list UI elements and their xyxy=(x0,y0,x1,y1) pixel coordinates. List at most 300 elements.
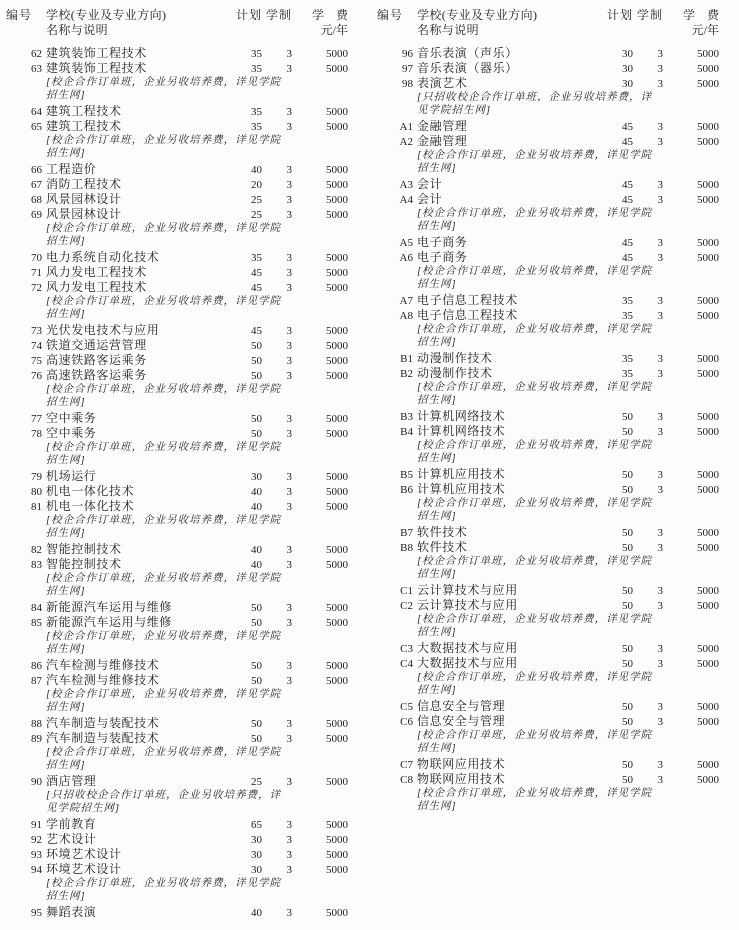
row-number: 78 xyxy=(31,428,42,440)
program-name: 铁道交通运营管理 xyxy=(46,338,147,352)
duration-value: 3 xyxy=(286,428,292,440)
fee-value: 5000 xyxy=(697,368,719,380)
program-note: [校企合作订单班，企业另收培养费，详见学院招生网] xyxy=(417,266,653,290)
program-name: 空中乘务 xyxy=(46,426,97,440)
plan-value: 45 xyxy=(251,325,262,337)
fee-value: 5000 xyxy=(326,179,348,191)
program-name: 学前教育 xyxy=(46,817,97,831)
row-number: 86 xyxy=(31,660,42,672)
row-number: 72 xyxy=(31,282,42,294)
program-name: 软件技术 xyxy=(417,525,468,539)
plan-value: 45 xyxy=(622,237,633,249)
program-note: [校企合作订单班，企业另收培养费，详见学院招生网] xyxy=(46,442,282,466)
plan-value: 50 xyxy=(251,355,262,367)
program-name: 空中乘务 xyxy=(46,411,97,425)
fee-value: 5000 xyxy=(326,106,348,118)
program-note: [只招收校企合作订单班，企业另收培养费，详见学院招生网] xyxy=(417,92,653,116)
row-number: 70 xyxy=(31,252,42,264)
plan-value: 50 xyxy=(251,428,262,440)
row-number: C4 xyxy=(400,658,413,670)
duration-value: 3 xyxy=(286,282,292,294)
fee-value: 5000 xyxy=(697,600,719,612)
program-note: [校企合作订单班，企业另收培养费，详见学院招生网] xyxy=(417,730,653,754)
right-column xyxy=(377,8,719,815)
row-number: A1 xyxy=(399,121,413,133)
program-name: 动漫制作技术 xyxy=(417,366,493,380)
header-fee xyxy=(292,8,348,38)
program-name: 动漫制作技术 xyxy=(417,351,493,365)
row-number: 94 xyxy=(31,864,42,876)
plan-value: 30 xyxy=(251,864,262,876)
plan-value: 40 xyxy=(251,907,262,919)
table-row xyxy=(6,905,348,920)
row-number: 79 xyxy=(31,471,42,483)
program-name: 机电一体化技术 xyxy=(46,484,135,498)
table-row xyxy=(6,716,348,731)
program-name: 风景园林设计 xyxy=(46,207,122,221)
duration-value: 3 xyxy=(657,179,663,191)
program-name: 音乐表演（声乐） xyxy=(417,46,518,60)
program-name: 汽车制造与装配技术 xyxy=(46,731,160,745)
row-number: A8 xyxy=(399,310,413,322)
program-name: 电力系统自动化技术 xyxy=(46,250,160,264)
row-number: A3 xyxy=(399,179,413,191)
row-number: 63 xyxy=(31,63,42,75)
table-row xyxy=(6,600,348,615)
header-fee-line2: 元/年 xyxy=(691,23,719,37)
header-name-line2: 名称与说明 xyxy=(46,23,109,37)
duration-value: 3 xyxy=(657,411,663,423)
program-name: 风力发电工程技术 xyxy=(46,265,147,279)
duration-value: 3 xyxy=(286,907,292,919)
row-number: 66 xyxy=(31,164,42,176)
row-number: C6 xyxy=(400,716,413,728)
table-header xyxy=(6,8,348,38)
duration-value: 3 xyxy=(286,267,292,279)
fee-value: 5000 xyxy=(326,733,348,745)
duration-value: 3 xyxy=(657,63,663,75)
row-number: 93 xyxy=(31,849,42,861)
header-plan: 计划 xyxy=(235,8,262,22)
program-name: 环境艺术设计 xyxy=(46,847,122,861)
fee-value: 5000 xyxy=(326,602,348,614)
row-number: 89 xyxy=(31,733,42,745)
duration-value: 3 xyxy=(286,355,292,367)
plan-value: 40 xyxy=(251,559,262,571)
row-number: 73 xyxy=(31,325,42,337)
fee-value: 5000 xyxy=(326,63,348,75)
duration-value: 3 xyxy=(286,718,292,730)
duration-value: 3 xyxy=(286,164,292,176)
plan-value: 50 xyxy=(622,600,633,612)
duration-value: 3 xyxy=(286,834,292,846)
header-duration: 学制 xyxy=(636,8,663,22)
plan-value: 35 xyxy=(251,121,262,133)
row-number: 82 xyxy=(31,544,42,556)
header-fee-line1: 学 费 xyxy=(682,8,719,22)
duration-value: 3 xyxy=(657,237,663,249)
fee-value: 5000 xyxy=(697,643,719,655)
table-row xyxy=(377,61,719,76)
fee-value: 5000 xyxy=(697,658,719,670)
duration-value: 3 xyxy=(286,819,292,831)
program-note: [校企合作订单班，企业另收培养费，详见学院招生网] xyxy=(417,208,653,232)
duration-value: 3 xyxy=(286,121,292,133)
row-number: 90 xyxy=(31,776,42,788)
table-row xyxy=(6,615,348,630)
program-name: 软件技术 xyxy=(417,540,468,554)
duration-value: 3 xyxy=(286,325,292,337)
table-row xyxy=(377,366,719,381)
program-name: 舞蹈表演 xyxy=(46,905,97,919)
program-note: [校企合作订单班，企业另收培养费，详见学院招生网] xyxy=(46,296,282,320)
duration-value: 3 xyxy=(657,469,663,481)
duration-value: 3 xyxy=(657,542,663,554)
table-row xyxy=(377,351,719,366)
table-row xyxy=(377,598,719,613)
plan-value: 50 xyxy=(251,660,262,672)
table-row xyxy=(377,467,719,482)
program-name: 建筑装饰工程技术 xyxy=(46,61,147,75)
table-row xyxy=(6,119,348,134)
fee-value: 5000 xyxy=(697,136,719,148)
fee-value: 5000 xyxy=(326,209,348,221)
program-name: 会计 xyxy=(417,192,443,206)
fee-value: 5000 xyxy=(697,179,719,191)
row-number: A2 xyxy=(399,136,413,148)
row-number: C7 xyxy=(400,759,413,771)
fee-value: 5000 xyxy=(326,718,348,730)
duration-value: 3 xyxy=(657,252,663,264)
duration-value: 3 xyxy=(657,585,663,597)
table-row xyxy=(6,499,348,514)
row-number: 80 xyxy=(31,486,42,498)
plan-value: 25 xyxy=(251,194,262,206)
duration-value: 3 xyxy=(286,106,292,118)
table-row xyxy=(6,817,348,832)
table-row xyxy=(6,673,348,688)
fee-value: 5000 xyxy=(326,617,348,629)
fee-value: 5000 xyxy=(697,194,719,206)
fee-value: 5000 xyxy=(697,353,719,365)
table-row xyxy=(6,250,348,265)
program-name: 汽车检测与维修技术 xyxy=(46,658,160,672)
row-number: 75 xyxy=(31,355,42,367)
fee-value: 5000 xyxy=(326,864,348,876)
fee-value: 5000 xyxy=(697,542,719,554)
plan-value: 25 xyxy=(251,209,262,221)
table-row xyxy=(6,104,348,119)
fee-value: 5000 xyxy=(326,819,348,831)
row-number: A5 xyxy=(399,237,413,249)
fee-value: 5000 xyxy=(326,834,348,846)
plan-value: 35 xyxy=(622,310,633,322)
program-name: 智能控制技术 xyxy=(46,542,122,556)
table-row xyxy=(6,162,348,177)
plan-value: 40 xyxy=(251,501,262,513)
table-row xyxy=(377,424,719,439)
table-row xyxy=(377,656,719,671)
program-name: 新能源汽车运用与维修 xyxy=(46,615,173,629)
fee-value: 5000 xyxy=(697,411,719,423)
fee-value: 5000 xyxy=(326,194,348,206)
plan-value: 30 xyxy=(251,471,262,483)
plan-value: 25 xyxy=(251,776,262,788)
plan-value: 50 xyxy=(251,617,262,629)
duration-value: 3 xyxy=(286,252,292,264)
row-number: 97 xyxy=(402,63,413,75)
row-number: B4 xyxy=(400,426,413,438)
program-name: 汽车检测与维修技术 xyxy=(46,673,160,687)
table-row xyxy=(6,542,348,557)
fee-value: 5000 xyxy=(697,716,719,728)
duration-value: 3 xyxy=(286,849,292,861)
duration-value: 3 xyxy=(286,733,292,745)
table-row xyxy=(6,731,348,746)
plan-value: 30 xyxy=(251,849,262,861)
plan-value: 35 xyxy=(251,252,262,264)
table-row xyxy=(377,119,719,134)
plan-value: 50 xyxy=(622,701,633,713)
plan-value: 50 xyxy=(622,411,633,423)
duration-value: 3 xyxy=(657,78,663,90)
fee-value: 5000 xyxy=(697,252,719,264)
plan-value: 50 xyxy=(622,426,633,438)
plan-value: 30 xyxy=(251,834,262,846)
program-name: 酒店管理 xyxy=(46,774,97,788)
duration-value: 3 xyxy=(286,864,292,876)
fee-value: 5000 xyxy=(326,486,348,498)
program-name: 艺术设计 xyxy=(46,832,97,846)
table-row xyxy=(377,177,719,192)
duration-value: 3 xyxy=(286,544,292,556)
program-name: 环境艺术设计 xyxy=(46,862,122,876)
table-row xyxy=(377,757,719,772)
table-row xyxy=(377,409,719,424)
program-note: [校企合作订单班，企业另收培养费，详见学院招生网] xyxy=(417,788,653,812)
program-name: 汽车制造与装配技术 xyxy=(46,716,160,730)
duration-value: 3 xyxy=(657,600,663,612)
fee-value: 5000 xyxy=(697,310,719,322)
header-no: 编号 xyxy=(6,8,33,22)
program-name: 高速铁路客运乘务 xyxy=(46,353,147,367)
row-number: C5 xyxy=(400,701,413,713)
row-number: 64 xyxy=(31,106,42,118)
table-row xyxy=(6,265,348,280)
program-note: [校企合作订单班，企业另收培养费，详见学院招生网] xyxy=(417,672,653,696)
row-number: 76 xyxy=(31,370,42,382)
fee-value: 5000 xyxy=(697,469,719,481)
row-number: 83 xyxy=(31,559,42,571)
duration-value: 3 xyxy=(657,368,663,380)
plan-value: 50 xyxy=(622,527,633,539)
fee-value: 5000 xyxy=(697,759,719,771)
plan-value: 65 xyxy=(251,819,262,831)
duration-value: 3 xyxy=(657,484,663,496)
row-number: B2 xyxy=(400,368,413,380)
header-no: 编号 xyxy=(377,8,404,22)
table-row xyxy=(6,426,348,441)
duration-value: 3 xyxy=(657,136,663,148)
plan-value: 35 xyxy=(622,368,633,380)
plan-value: 50 xyxy=(622,585,633,597)
row-number: C3 xyxy=(400,643,413,655)
program-name: 机场运行 xyxy=(46,469,97,483)
plan-value: 45 xyxy=(622,194,633,206)
program-name: 工程造价 xyxy=(46,162,97,176)
program-name: 计算机网络技术 xyxy=(417,409,506,423)
row-number: A7 xyxy=(399,295,413,307)
plan-value: 35 xyxy=(251,106,262,118)
table-row xyxy=(6,469,348,484)
table-row xyxy=(377,308,719,323)
row-number: 95 xyxy=(31,907,42,919)
table-row xyxy=(6,192,348,207)
program-name: 新能源汽车运用与维修 xyxy=(46,600,173,614)
table-row xyxy=(377,772,719,787)
fee-value: 5000 xyxy=(326,559,348,571)
program-note: [校企合作订单班，企业另收培养费，详见学院招生网] xyxy=(46,515,282,539)
row-number: 92 xyxy=(31,834,42,846)
plan-value: 20 xyxy=(251,179,262,191)
fee-value: 5000 xyxy=(697,774,719,786)
table-row xyxy=(6,832,348,847)
header-fee-line1: 学 费 xyxy=(311,8,348,22)
plan-value: 50 xyxy=(622,716,633,728)
duration-value: 3 xyxy=(286,413,292,425)
table-row xyxy=(6,368,348,383)
fee-value: 5000 xyxy=(697,48,719,60)
fee-value: 5000 xyxy=(326,660,348,672)
program-name: 风力发电工程技术 xyxy=(46,280,147,294)
row-number: 68 xyxy=(31,194,42,206)
fee-value: 5000 xyxy=(697,484,719,496)
plan-value: 40 xyxy=(251,544,262,556)
plan-value: 45 xyxy=(622,252,633,264)
table-row xyxy=(377,714,719,729)
program-name: 风景园林设计 xyxy=(46,192,122,206)
plan-value: 50 xyxy=(251,718,262,730)
fee-value: 5000 xyxy=(326,355,348,367)
program-note: [校企合作订单班，企业另收培养费，详见学院招生网] xyxy=(417,498,653,522)
program-name: 信息安全与管理 xyxy=(417,699,506,713)
table-row xyxy=(6,847,348,862)
table-row xyxy=(377,525,719,540)
duration-value: 3 xyxy=(657,310,663,322)
table-row xyxy=(6,774,348,789)
duration-value: 3 xyxy=(657,527,663,539)
header-name xyxy=(46,8,232,38)
duration-value: 3 xyxy=(286,559,292,571)
program-name: 机电一体化技术 xyxy=(46,499,135,513)
plan-value: 50 xyxy=(251,602,262,614)
duration-value: 3 xyxy=(286,179,292,191)
program-note: [校企合作订单班，企业另收培养费，详见学院招生网] xyxy=(417,556,653,580)
fee-value: 5000 xyxy=(326,428,348,440)
table-row xyxy=(377,46,719,61)
row-number: 67 xyxy=(31,179,42,191)
duration-value: 3 xyxy=(286,194,292,206)
program-note: [校企合作订单班，企业另收培养费，详见学院招生网] xyxy=(417,382,653,406)
table-row xyxy=(6,557,348,572)
fee-value: 5000 xyxy=(697,701,719,713)
row-number: 77 xyxy=(31,413,42,425)
fee-value: 5000 xyxy=(326,501,348,513)
duration-value: 3 xyxy=(286,340,292,352)
fee-value: 5000 xyxy=(326,267,348,279)
duration-value: 3 xyxy=(286,776,292,788)
plan-value: 35 xyxy=(251,48,262,60)
program-note: [校企合作订单班，企业另收培养费，详见学院招生网] xyxy=(46,878,282,902)
fee-value: 5000 xyxy=(697,585,719,597)
table-row xyxy=(377,192,719,207)
table-row xyxy=(6,323,348,338)
duration-value: 3 xyxy=(286,675,292,687)
program-note: [只招收校企合作订单班，企业另收培养费，详见学院招生网] xyxy=(46,790,282,814)
program-name: 物联网应用技术 xyxy=(417,772,506,786)
table-row xyxy=(377,76,719,91)
table-header xyxy=(377,8,719,38)
program-note: [校企合作订单班，企业另收培养费，详见学院招生网] xyxy=(46,689,282,713)
table-row xyxy=(377,293,719,308)
row-number: B7 xyxy=(400,527,413,539)
duration-value: 3 xyxy=(286,660,292,672)
program-name: 会计 xyxy=(417,177,443,191)
header-name-line2: 名称与说明 xyxy=(417,23,480,37)
plan-value: 45 xyxy=(622,136,633,148)
program-name: 大数据技术与应用 xyxy=(417,656,518,670)
duration-value: 3 xyxy=(657,716,663,728)
duration-value: 3 xyxy=(286,209,292,221)
table-row xyxy=(377,235,719,250)
program-name: 云计算技术与应用 xyxy=(417,598,518,612)
table-row xyxy=(377,641,719,656)
program-note: [校企合作订单班，企业另收培养费，详见学院招生网] xyxy=(46,631,282,655)
duration-value: 3 xyxy=(286,602,292,614)
table-row xyxy=(377,540,719,555)
fee-value: 5000 xyxy=(326,413,348,425)
table-row xyxy=(6,353,348,368)
plan-value: 45 xyxy=(622,121,633,133)
row-number: C2 xyxy=(400,600,413,612)
program-name: 高速铁路客运乘务 xyxy=(46,368,147,382)
program-name: 音乐表演（器乐） xyxy=(417,61,518,75)
program-name: 建筑工程技术 xyxy=(46,104,122,118)
plan-value: 35 xyxy=(251,63,262,75)
row-number: B1 xyxy=(400,353,413,365)
plan-value: 35 xyxy=(622,295,633,307)
program-note: [校企合作订单班，企业另收培养费，详见学院招生网] xyxy=(46,223,282,247)
program-name: 电子信息工程技术 xyxy=(417,293,518,307)
program-note: [校企合作订单班，企业另收培养费，详见学院招生网] xyxy=(46,747,282,771)
plan-value: 50 xyxy=(622,484,633,496)
fee-value: 5000 xyxy=(326,121,348,133)
plan-value: 30 xyxy=(622,78,633,90)
table-row xyxy=(6,280,348,295)
plan-value: 30 xyxy=(622,48,633,60)
duration-value: 3 xyxy=(657,643,663,655)
program-note: [校企合作订单班，企业另收培养费，详见学院招生网] xyxy=(417,150,653,174)
program-name: 消防工程技术 xyxy=(46,177,122,191)
row-number: B6 xyxy=(400,484,413,496)
fee-value: 5000 xyxy=(326,164,348,176)
header-name xyxy=(417,8,603,38)
header-fee-line2: 元/年 xyxy=(320,23,348,37)
program-name: 物联网应用技术 xyxy=(417,757,506,771)
fee-value: 5000 xyxy=(697,63,719,75)
fee-value: 5000 xyxy=(697,295,719,307)
row-number: C8 xyxy=(400,774,413,786)
